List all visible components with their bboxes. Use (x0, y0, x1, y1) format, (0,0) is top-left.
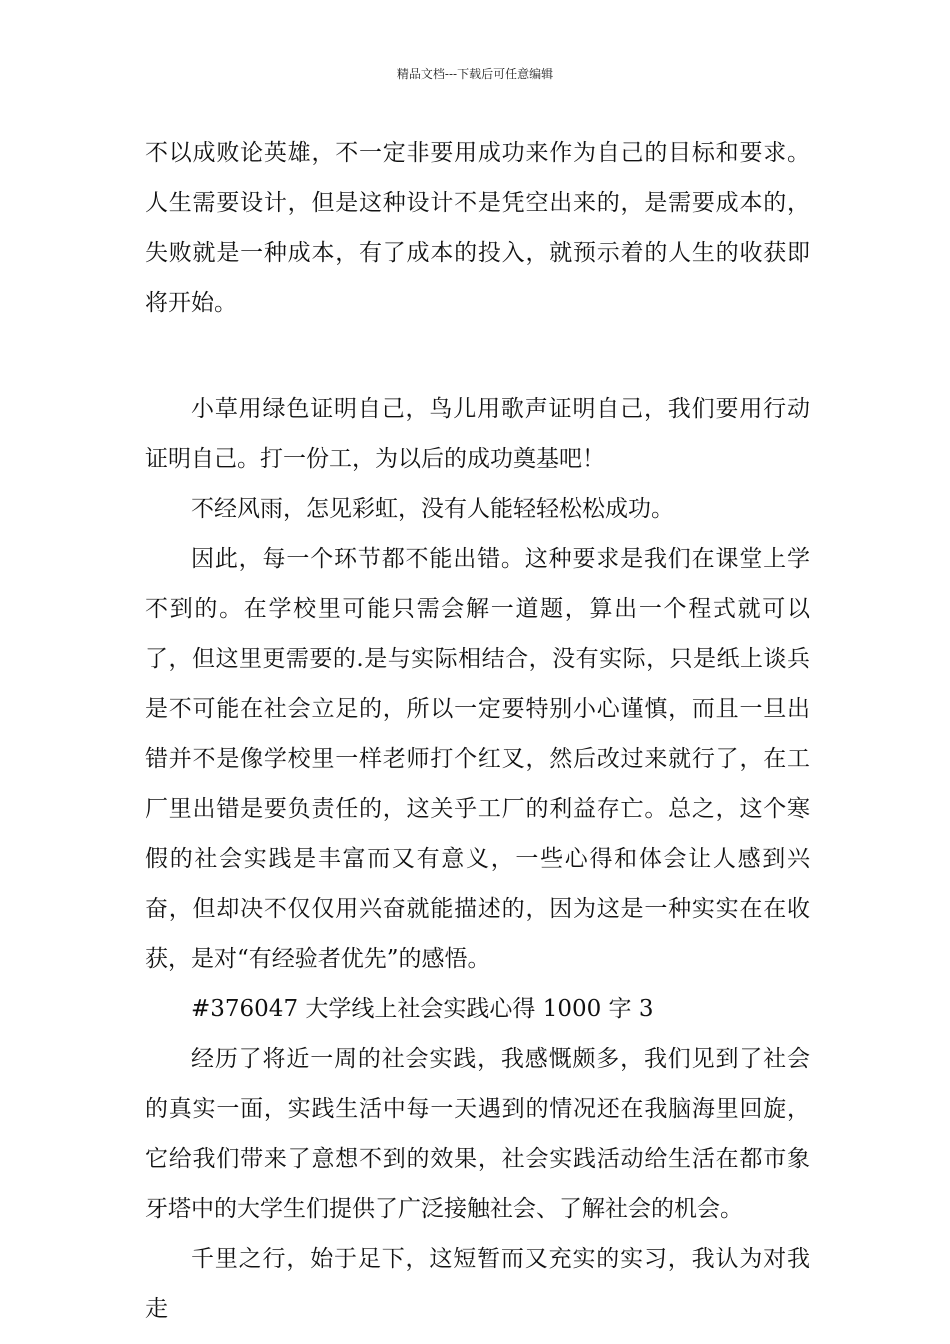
page-header: 精品文档---下载后可任意编辑 (396, 67, 554, 81)
paragraph-journey: 千里之行，始于足下，这短暂而又充实的实习，我认为对我走 (145, 1246, 810, 1322)
paragraph-no-rainbow: 不经风雨，怎见彩虹，没有人能轻轻松松成功。 (191, 496, 674, 522)
paragraph-prove-yourself: 小草用绿色证明自己，鸟儿用歌声证明自己，我们要用行动证明自己。打一份工，为以后的成功奠基吧！ (145, 396, 810, 472)
paragraph-success-cost: 不以成败论英雄，不一定非要用成功来作为自己的目标和要求。人生需要设计，但是这种设计不是凭空出来的，是需要成本的，失败就是一种成本，有了成本的投入，就预示着的人生的收获即将开始。 (145, 140, 810, 316)
paragraph-no-errors: 因此，每一个环节都不能出错。这种要求是我们在课堂上学不到的。在学校里可能只需会解一道题，算出一个程式就可以了，但这里更需要的.是与实际相结合，没有实际，只是纸上谈兵是不可能在社会立足的，所以一定要特别小心谨慎，而且一旦出错并不是像学校里一样老师打个红叉，然后改过来就行了，在工厂里出错是要负责任的，这关乎工厂的利益存亡。总之，这个寒假的社会实践是丰富而又有意义，一些心得和体会让人感到兴奋，但却决不仅仅用兴奋就能描述的，因为这是一种实实在在收获，是对“有经验者优先”的感悟。 (145, 546, 810, 972)
paragraph-week-practice: 经历了将近一周的社会实践，我感慨颇多，我们见到了社会的真实一面，实践生活中每一天遇到的情况还在我脑海里回旋，它给我们带来了意想不到的效果，社会实践活动给生活在都市象牙塔中的大学生们提供了广泛接触社会、了解社会的机会。 (145, 1046, 810, 1222)
section-heading: #376047 大学线上社会实践心得 1000 字 3 (191, 996, 654, 1022)
document-body (145, 128, 810, 1334)
